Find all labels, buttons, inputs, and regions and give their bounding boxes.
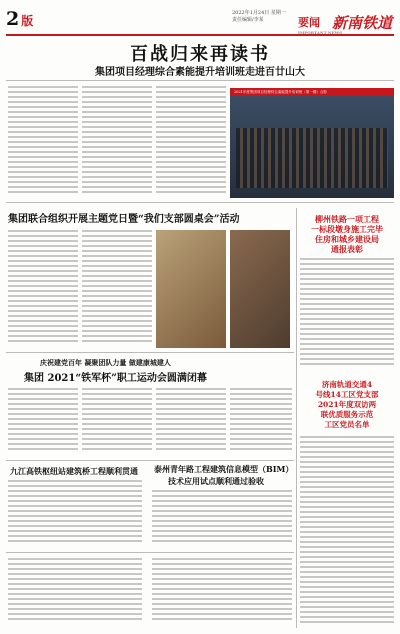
story4-body-continued xyxy=(8,558,142,628)
story3-column-3 xyxy=(156,388,226,456)
headline-story1: 百战归来再读书 xyxy=(130,44,270,65)
page-number-suffix: 版 xyxy=(21,14,34,28)
kicker-story3: 庆祝建党百年 凝聚团队力量 做建康城建人 xyxy=(40,358,171,367)
sidebar2-title-line3: 2021年度双访两 xyxy=(317,400,377,409)
divider xyxy=(6,460,294,461)
headline-story5-line2: 技术应用试点顺利通过验收 xyxy=(168,476,264,486)
section-title-en: IMPORTANT NEWS xyxy=(298,30,343,35)
sidebar2-body xyxy=(300,436,394,626)
sidebar1-title-line2: 一标段墩身施工完毕 xyxy=(311,224,383,234)
header-meta xyxy=(232,10,298,24)
sidebar2-title-line5: 工区党员名单 xyxy=(324,420,370,429)
sidebar1-title-line1: 柳州铁路一项工程 xyxy=(315,214,379,224)
story3-column-2 xyxy=(82,388,152,456)
headline-story3: 集团 2021“铁军杯”职工运动会圆满闭幕 xyxy=(24,373,207,384)
story1-column-2 xyxy=(82,86,152,198)
group-photo xyxy=(230,88,394,198)
headline-story5-line1: 泰州青年路工程建筑信息模型（BIM） xyxy=(154,464,294,474)
sidebar1-title-line4: 通报表彰 xyxy=(331,244,363,254)
story2-photo-1 xyxy=(156,230,226,348)
photo-banner: 2021年度集团项目经理综合素能提升培训班（第一期）合影 xyxy=(230,88,394,96)
header-date: 2022年1月24日 星期一 xyxy=(232,10,286,16)
sidebar2-title xyxy=(298,380,396,430)
page-number xyxy=(6,8,33,30)
sidebar-divider xyxy=(296,208,297,628)
story4-body xyxy=(8,480,142,548)
divider xyxy=(6,80,394,81)
story5-body xyxy=(152,490,292,550)
headline-story2: 集团联合组织开展主题党日暨“我们支部圆桌会”活动 xyxy=(8,214,240,225)
sidebar2-title-line2: 号线14工区党支部 xyxy=(315,390,379,399)
photo-people xyxy=(236,128,388,188)
story2-column-1 xyxy=(8,230,78,348)
sidebar1-title-line3: 住房和城乡建设局 xyxy=(315,234,379,244)
story3-column-4 xyxy=(230,388,292,456)
masthead-logo: 新南铁道 xyxy=(331,14,392,32)
story3-column-1 xyxy=(8,388,78,456)
header-editor: 责任编辑/李某 xyxy=(232,17,264,23)
story1-column-3 xyxy=(156,86,226,198)
divider xyxy=(6,202,394,203)
sidebar2-title-line4: 联优质服务示范 xyxy=(320,410,374,419)
divider xyxy=(6,552,294,553)
page-header xyxy=(6,8,394,36)
page-number-digit: 2 xyxy=(6,8,20,30)
sidebar2-title-line1: 济南轨道交通4 xyxy=(321,380,373,389)
section-title-text: 要闻 xyxy=(298,16,320,29)
story1-column-1 xyxy=(8,86,78,198)
subheadline-story1: 集团项目经理综合素能提升培训班走进百廿山大 xyxy=(95,67,305,78)
story2-column-2 xyxy=(82,230,152,348)
sidebar1-title xyxy=(298,214,396,254)
headline-story4: 九江高铁枢纽站建筑桥工程顺利贯通 xyxy=(10,466,138,476)
story5-body-continued xyxy=(152,558,292,628)
story2-photo-2 xyxy=(230,230,290,348)
divider xyxy=(6,352,294,353)
sidebar1-body xyxy=(300,258,394,368)
